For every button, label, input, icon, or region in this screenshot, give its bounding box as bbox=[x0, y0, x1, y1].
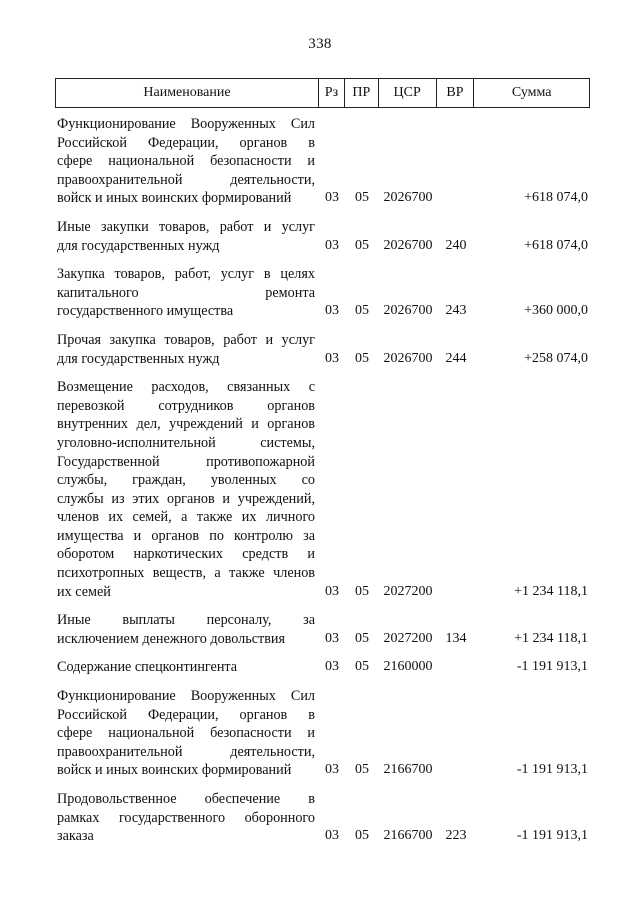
row-name-line: Возмещение расходов, связанных с bbox=[57, 379, 315, 396]
page-number: 338 bbox=[308, 36, 332, 52]
row-sum: +258 074,0 bbox=[524, 350, 588, 366]
row-csr: 2026700 bbox=[383, 190, 433, 206]
row-name-line: уголовно-исполнительной системы, bbox=[57, 434, 315, 451]
row-name bbox=[55, 687, 319, 780]
row-csr: 2027200 bbox=[383, 630, 433, 646]
row-csr: 2166700 bbox=[383, 828, 433, 844]
row-csr: 2026700 bbox=[383, 303, 433, 319]
row-name-line: для государственных нужд bbox=[57, 237, 220, 254]
row-rz: 03 bbox=[325, 190, 339, 206]
row-sum: -1 191 913,1 bbox=[516, 828, 588, 844]
row-vr: 134 bbox=[445, 630, 467, 646]
row-csr: 2027200 bbox=[383, 583, 433, 599]
row-name-line: войск и иных воинских формирований bbox=[57, 190, 292, 207]
row-sum: +1 234 118,1 bbox=[514, 630, 588, 646]
row-name-line: Российской Федерации, органов в bbox=[57, 134, 315, 151]
row-rz: 03 bbox=[325, 583, 339, 599]
row-name-line: сфере национальной безопасности и bbox=[57, 153, 315, 170]
row-rz: 03 bbox=[325, 303, 339, 319]
row-pr: 05 bbox=[355, 828, 369, 844]
row-name-line: психотропных веществ, а также членов bbox=[57, 565, 315, 582]
row-name-line: правоохранительной деятельности, bbox=[57, 743, 315, 760]
row-name-line: Закупка товаров, работ, услуг в целях bbox=[57, 266, 315, 283]
header-rz: Рз bbox=[319, 79, 345, 107]
header-csr: ЦСР bbox=[379, 79, 437, 107]
row-name bbox=[55, 331, 319, 368]
row-sum: +360 000,0 bbox=[524, 303, 588, 319]
header-sum: Сумма bbox=[511, 85, 552, 100]
row-name-line: членов их семей, а также их личного bbox=[57, 509, 315, 526]
row-sum: +1 234 118,1 bbox=[514, 583, 588, 599]
row-pr: 05 bbox=[355, 190, 369, 206]
row-name-line: войск и иных воинских формирований bbox=[57, 762, 292, 779]
row-csr: 2026700 bbox=[383, 350, 433, 366]
row-name-line: перевозкой сотрудников органов bbox=[57, 397, 315, 414]
row-name bbox=[55, 115, 319, 208]
row-pr: 05 bbox=[355, 583, 369, 599]
row-name-line: для государственных нужд bbox=[57, 350, 220, 367]
header-name: Наименование bbox=[56, 79, 319, 107]
row-rz: 03 bbox=[325, 630, 339, 646]
row-name-line: внутренних дел, учреждений и органов bbox=[57, 416, 315, 433]
row-name bbox=[55, 790, 319, 846]
row-sum: +618 074,0 bbox=[524, 190, 588, 206]
row-name-line: имущества и органов по контролю за bbox=[57, 527, 315, 544]
row-name-line: Функционирование Вооруженных Сил bbox=[57, 688, 315, 705]
row-name-line: капитального ремонта bbox=[57, 284, 315, 301]
row-name-line: Продовольственное обеспечение в bbox=[57, 791, 315, 807]
table-row bbox=[55, 115, 590, 208]
row-name-line: Содержание спецконтингента bbox=[57, 659, 238, 676]
row-name bbox=[55, 218, 319, 255]
row-name-line: службы, граждан, уволенных со bbox=[57, 472, 315, 489]
table-row bbox=[55, 218, 590, 255]
budget-table bbox=[55, 78, 590, 856]
row-sum: +618 074,0 bbox=[524, 237, 588, 253]
row-vr: 240 bbox=[445, 237, 467, 253]
row-csr: 2026700 bbox=[383, 237, 433, 253]
row-name bbox=[55, 265, 319, 321]
row-name bbox=[55, 378, 319, 601]
table-row bbox=[55, 378, 590, 601]
row-name-line: их семей bbox=[57, 583, 111, 600]
row-name-line: заказа bbox=[57, 828, 94, 845]
row-rz: 03 bbox=[325, 350, 339, 366]
row-pr: 05 bbox=[355, 303, 369, 319]
row-name-line: Прочая закупка товаров, работ и услуг bbox=[57, 331, 315, 348]
row-pr: 05 bbox=[355, 350, 369, 366]
row-name-line: исключением денежного довольствия bbox=[57, 630, 286, 647]
row-csr: 2166700 bbox=[383, 762, 433, 778]
row-name-line: Иные выплаты персоналу, за bbox=[57, 612, 315, 629]
row-name-line: сфере национальной безопасности и bbox=[57, 725, 315, 742]
row-sum: -1 191 913,1 bbox=[516, 762, 588, 778]
row-name-line: Функционирование Вооруженных Сил bbox=[57, 116, 315, 132]
table-row bbox=[55, 658, 590, 677]
table-row bbox=[55, 790, 590, 846]
table-row bbox=[55, 611, 590, 648]
row-rz: 03 bbox=[325, 762, 339, 778]
row-vr: 243 bbox=[445, 303, 467, 319]
table-row bbox=[55, 265, 590, 321]
table-body bbox=[55, 115, 590, 846]
row-name-line: службы из этих органов и учреждений, bbox=[57, 490, 315, 507]
row-vr: 244 bbox=[445, 350, 467, 366]
header-pr: ПР bbox=[345, 79, 379, 107]
row-name bbox=[55, 658, 319, 677]
header-vr: ВР bbox=[437, 79, 475, 107]
row-vr: 223 bbox=[445, 828, 467, 844]
row-name-line: рамках государственного оборонного bbox=[57, 809, 315, 826]
table-row bbox=[55, 687, 590, 780]
row-name-line: государственного имущества bbox=[57, 303, 234, 320]
row-name-line: правоохранительной деятельности, bbox=[57, 171, 315, 188]
row-pr: 05 bbox=[355, 762, 369, 778]
table-row bbox=[55, 331, 590, 368]
row-rz: 03 bbox=[325, 828, 339, 844]
row-csr: 2160000 bbox=[383, 659, 433, 675]
row-name-line: оборотом наркотических средств и bbox=[57, 546, 315, 563]
row-rz: 03 bbox=[325, 659, 339, 675]
table-header bbox=[55, 78, 590, 108]
row-pr: 05 bbox=[355, 630, 369, 646]
row-name-line: Государственной противопожарной bbox=[57, 453, 315, 470]
row-name-line: Иные закупки товаров, работ и услуг bbox=[57, 218, 315, 235]
row-rz: 03 bbox=[325, 237, 339, 253]
row-sum: -1 191 913,1 bbox=[516, 659, 588, 675]
row-pr: 05 bbox=[355, 237, 369, 253]
row-name-line: Российской Федерации, органов в bbox=[57, 706, 315, 723]
row-pr: 05 bbox=[355, 659, 369, 675]
row-name bbox=[55, 611, 319, 648]
